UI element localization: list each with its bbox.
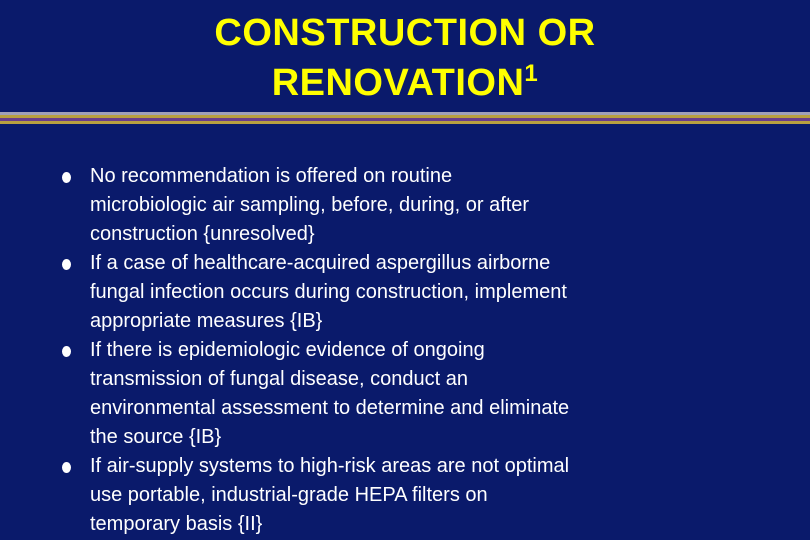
bullet-line: appropriate measures {IB} (90, 310, 323, 332)
list-item (62, 249, 802, 336)
list-item (62, 162, 802, 249)
slide-title (0, 8, 810, 108)
bullet-line: the source {IB} (90, 426, 222, 448)
bullet-line: temporary basis {II} (90, 513, 263, 535)
title-divider (0, 112, 810, 126)
bullet-list (62, 162, 802, 539)
bullet-line: fungal infection occurs during construction, implement (90, 281, 567, 303)
divider-rule-gold-2 (0, 121, 810, 124)
bullet-dot-icon (62, 346, 71, 357)
title-line-2-text: RENOVATION (271, 62, 525, 104)
bullet-line: environmental assessment to determine and eliminate (90, 397, 570, 419)
bullet-line: If a case of healthcare-acquired aspergillus airborne (90, 252, 551, 274)
bullet-line: microbiologic air sampling, before, during, or after (90, 194, 530, 216)
bullet-line: construction {unresolved} (90, 223, 315, 245)
bullet-line: use portable, industrial-grade HEPA filters on (90, 484, 488, 506)
bullet-line: If there is epidemiologic evidence of ongoing (90, 339, 485, 361)
bullet-dot-icon (62, 462, 71, 473)
title-line-1: CONSTRUCTION OR (214, 12, 596, 54)
bullet-dot-icon (62, 259, 71, 270)
bullet-line: If air-supply systems to high-risk areas are not optimal (90, 455, 570, 477)
bullet-dot-icon (62, 172, 71, 183)
list-item (62, 452, 802, 539)
title-superscript: 1 (524, 60, 539, 87)
title-line-2 (0, 58, 810, 108)
bullet-line: transmission of fungal disease, conduct an (90, 368, 468, 390)
bullet-line: No recommendation is offered on routine (90, 165, 453, 187)
list-item (62, 336, 802, 452)
